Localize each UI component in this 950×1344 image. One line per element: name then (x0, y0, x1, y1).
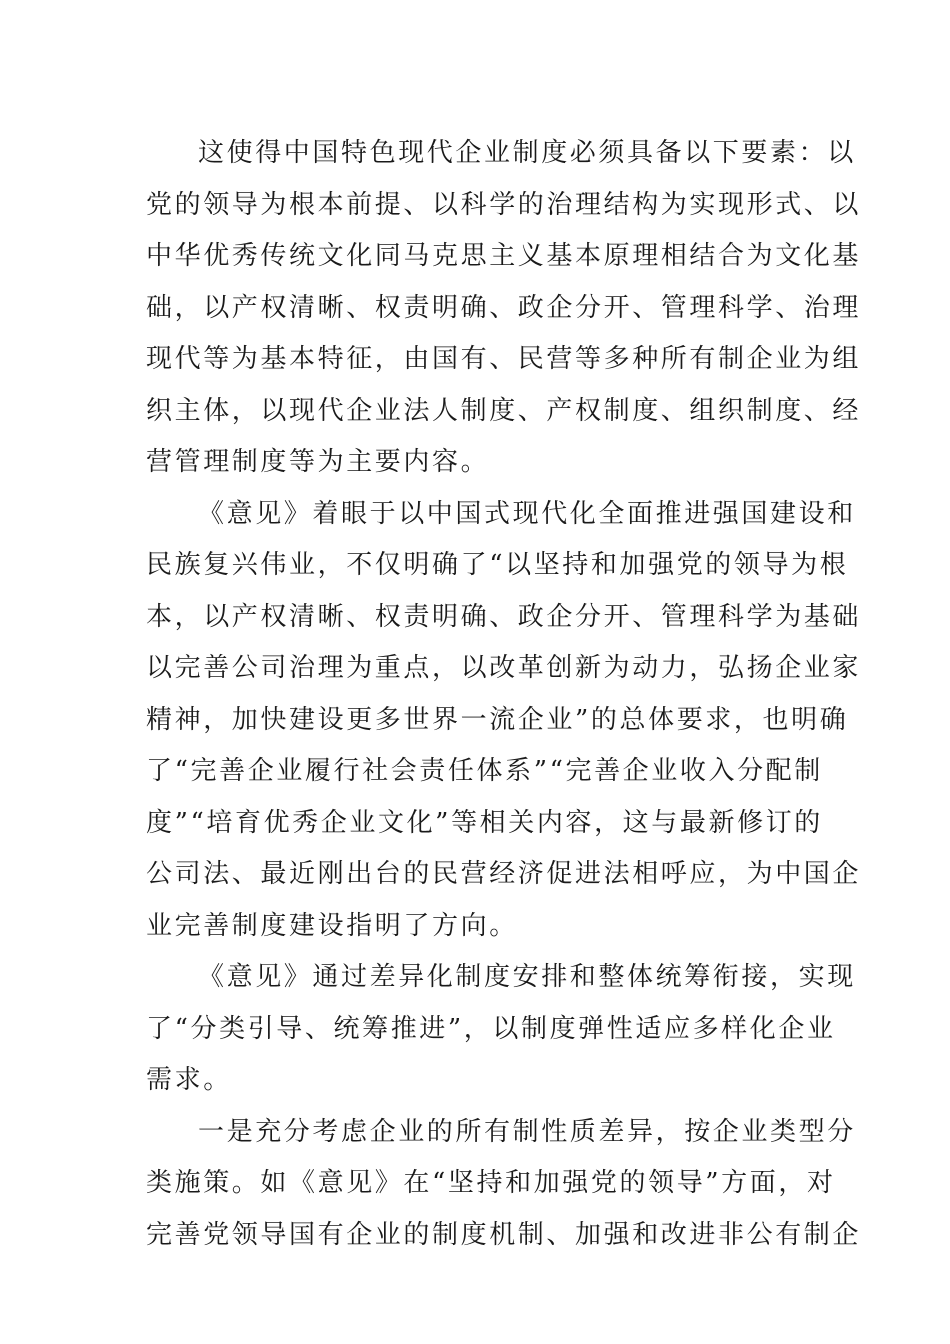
paragraph-2-line-4: 以完善公司治理为重点，以改革创新为动力，弘扬企业家 (146, 653, 862, 683)
paragraph-1-line-5: 现代等为基本特征，由国有、民营等多种所有制企业为组 (146, 344, 862, 374)
paragraph-2-line-1: 《意见》着眼于以中国式现代化全面推进强国建设和 (198, 498, 856, 529)
paragraph-3-line-1: 《意见》通过差异化制度安排和整体统筹衔接，实现 (198, 962, 856, 992)
paragraph-2-line-8: 公司法、最近刚出台的民营经济促进法相呼应，为中国企 (146, 859, 862, 889)
paragraph-2-line-3: 本，以产权清晰、权责明确、政企分开、管理科学为基础 (146, 601, 862, 632)
paragraph-1-line-4: 础，以产权清晰、权责明确、政企分开、管理科学、治理 (146, 292, 862, 323)
paragraph-4-line-3: 完善党领导国有企业的制度机制、加强和改进非公有制企 (146, 1219, 862, 1250)
paragraph-2-line-5: 精神，加快建设更多世界一流企业”的总体要求，也明确 (146, 704, 849, 735)
paragraph-1-line-2: 党的领导为根本前提、以科学的治理结构为实现形式、以 (146, 189, 862, 220)
paragraph-4-line-2: 类施策。如《意见》在“坚持和加强党的领导”方面，对 (146, 1168, 836, 1198)
document-body (146, 128, 862, 1261)
paragraph-1-line-7: 营管理制度等为主要内容。 (146, 447, 490, 477)
paragraph-2-line-9: 业完善制度建设指明了方向。 (146, 910, 518, 941)
paragraph-2-line-6: 了“完善企业履行社会责任体系”“完善企业收入分配制 (146, 756, 823, 786)
paragraph-1-line-3: 中华优秀传统文化同马克思主义基本原理相结合为文化基 (146, 241, 862, 271)
paragraph-2-line-2: 民族复兴伟业，不仅明确了“以坚持和加强党的领导为根 (146, 550, 849, 580)
paragraph-1-line-1: 这使得中国特色现代企业制度必须具备以下要素：以 (198, 138, 856, 168)
paragraph-4-line-1: 一是充分考虑企业的所有制性质差异，按企业类型分 (198, 1116, 856, 1147)
paragraph-3-line-2: 了“分类引导、统筹推进”，以制度弹性适应多样化企业 (146, 1013, 836, 1044)
paragraph-3-line-3: 需求。 (146, 1065, 232, 1095)
paragraph-1-line-6: 织主体，以现代企业法人制度、产权制度、组织制度、经 (146, 395, 862, 426)
paragraph-2-line-7: 度”“培育优秀企业文化”等相关内容，这与最新修订的 (146, 807, 823, 838)
